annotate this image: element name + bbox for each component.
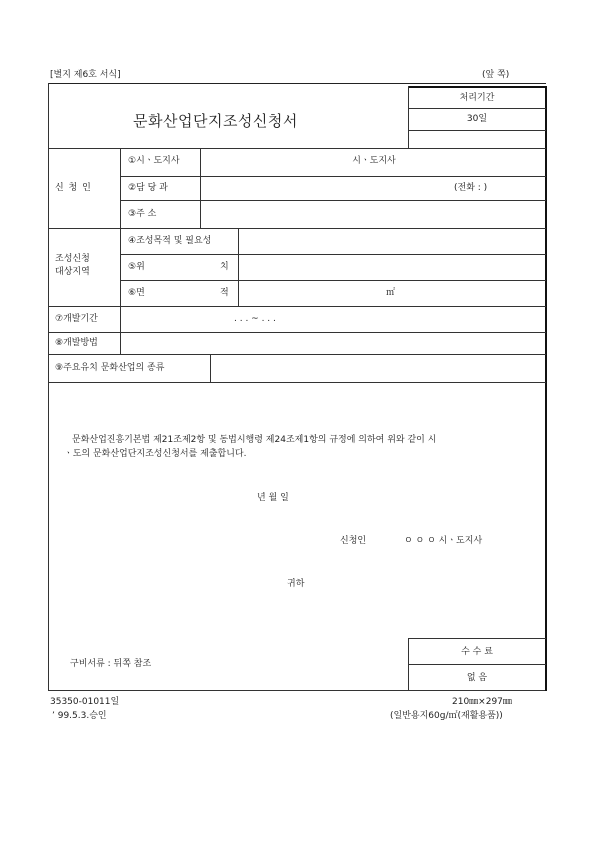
applicant-row-2-bottom [120, 200, 546, 201]
industry-divider [210, 354, 211, 382]
address-label: ③주 소 [128, 209, 157, 219]
processing-left [408, 86, 409, 148]
department-label: ②담 당 과 [128, 183, 168, 193]
applicant-sign-label: 신청인 [340, 536, 367, 546]
dev-period-value: . . . ~ . . . [234, 314, 276, 324]
area-col-divider [120, 228, 121, 306]
frame-top [48, 83, 546, 84]
size-unit: ㎡ [386, 288, 396, 298]
dev-method-label: ⑧개발방법 [55, 338, 98, 348]
page-side-label: (앞 쪽) [482, 70, 510, 80]
governor-value: 시ㆍ도지사 [352, 156, 396, 166]
applicant-group-label: 신 청 인 [55, 183, 92, 193]
form-code: 35350-01011일 [50, 697, 120, 707]
area-group-label-line1: 조성신청 [55, 254, 90, 264]
submission-date: 년 월 일 [257, 493, 289, 503]
fee-divider [408, 664, 546, 665]
area-row-5-bottom [120, 280, 546, 281]
dev-period-bottom [48, 332, 546, 333]
processing-top [408, 86, 546, 88]
processing-period-label: 처리기간 [459, 93, 495, 103]
applicant-section-bottom [48, 228, 546, 229]
purpose-label: ④조성목적 및 필요성 [128, 236, 212, 246]
frame-left [48, 83, 49, 691]
area-section-bottom [48, 306, 546, 307]
size-label-end: 적 [220, 288, 229, 298]
size-label-start: ⑥면 [128, 288, 145, 298]
paper-size: 210㎜×297㎜ [452, 697, 512, 707]
location-label-end: 치 [220, 262, 229, 272]
industry-bottom [48, 382, 546, 383]
statement-line-2: ㆍ도의 문화산업단지조성신청서를 제출합니다. [64, 449, 247, 459]
dev-period-label: ⑦개발기간 [55, 314, 98, 324]
form-number: [별지 제6호 서식] [50, 70, 121, 80]
recipient-label: 귀하 [287, 579, 305, 589]
frame-bottom [48, 690, 546, 691]
approval-date: ’ 99.5.3.승인 [52, 711, 107, 721]
department-phone: (전화 : ) [454, 183, 488, 193]
processing-period-value: 30일 [466, 114, 488, 124]
paper-spec: (일반용지60g/㎡(재활용품)) [390, 711, 503, 721]
fee-value: 없 음 [466, 673, 488, 683]
title-bottom [48, 148, 546, 149]
fee-top [408, 638, 546, 639]
required-documents: 구비서류 : 뒤쪽 참조 [70, 659, 152, 669]
fee-label: 수 수 료 [461, 647, 493, 657]
form-title: 문화산업단지조성신청서 [133, 112, 298, 130]
governor-label: ①시ㆍ도지사 [128, 156, 180, 166]
applicant-row-1-bottom [120, 176, 546, 177]
statement-line-1: 문화산업진흥기본법 제21조제2항 및 동법시행령 제24조제1항의 규정에 의하여 위와 같이 시 [72, 435, 437, 445]
location-label-start: ⑤위 [128, 262, 145, 272]
dev-method-bottom [48, 354, 546, 355]
industry-type-label: ⑨주요유치 문화산업의 종류 [55, 363, 165, 373]
applicant-sign-value: ㅇ ㅇ ㅇ 시ㆍ도지사 [404, 536, 483, 546]
processing-divider [408, 108, 546, 109]
area-group-label-line2: 대상지역 [55, 267, 90, 277]
area-row-4-bottom [120, 254, 546, 255]
applicant-label-divider [200, 148, 201, 228]
processing-bottom [408, 130, 546, 131]
dev-col-divider [120, 306, 121, 354]
applicant-col-divider [120, 148, 121, 228]
area-label-divider [238, 228, 239, 306]
